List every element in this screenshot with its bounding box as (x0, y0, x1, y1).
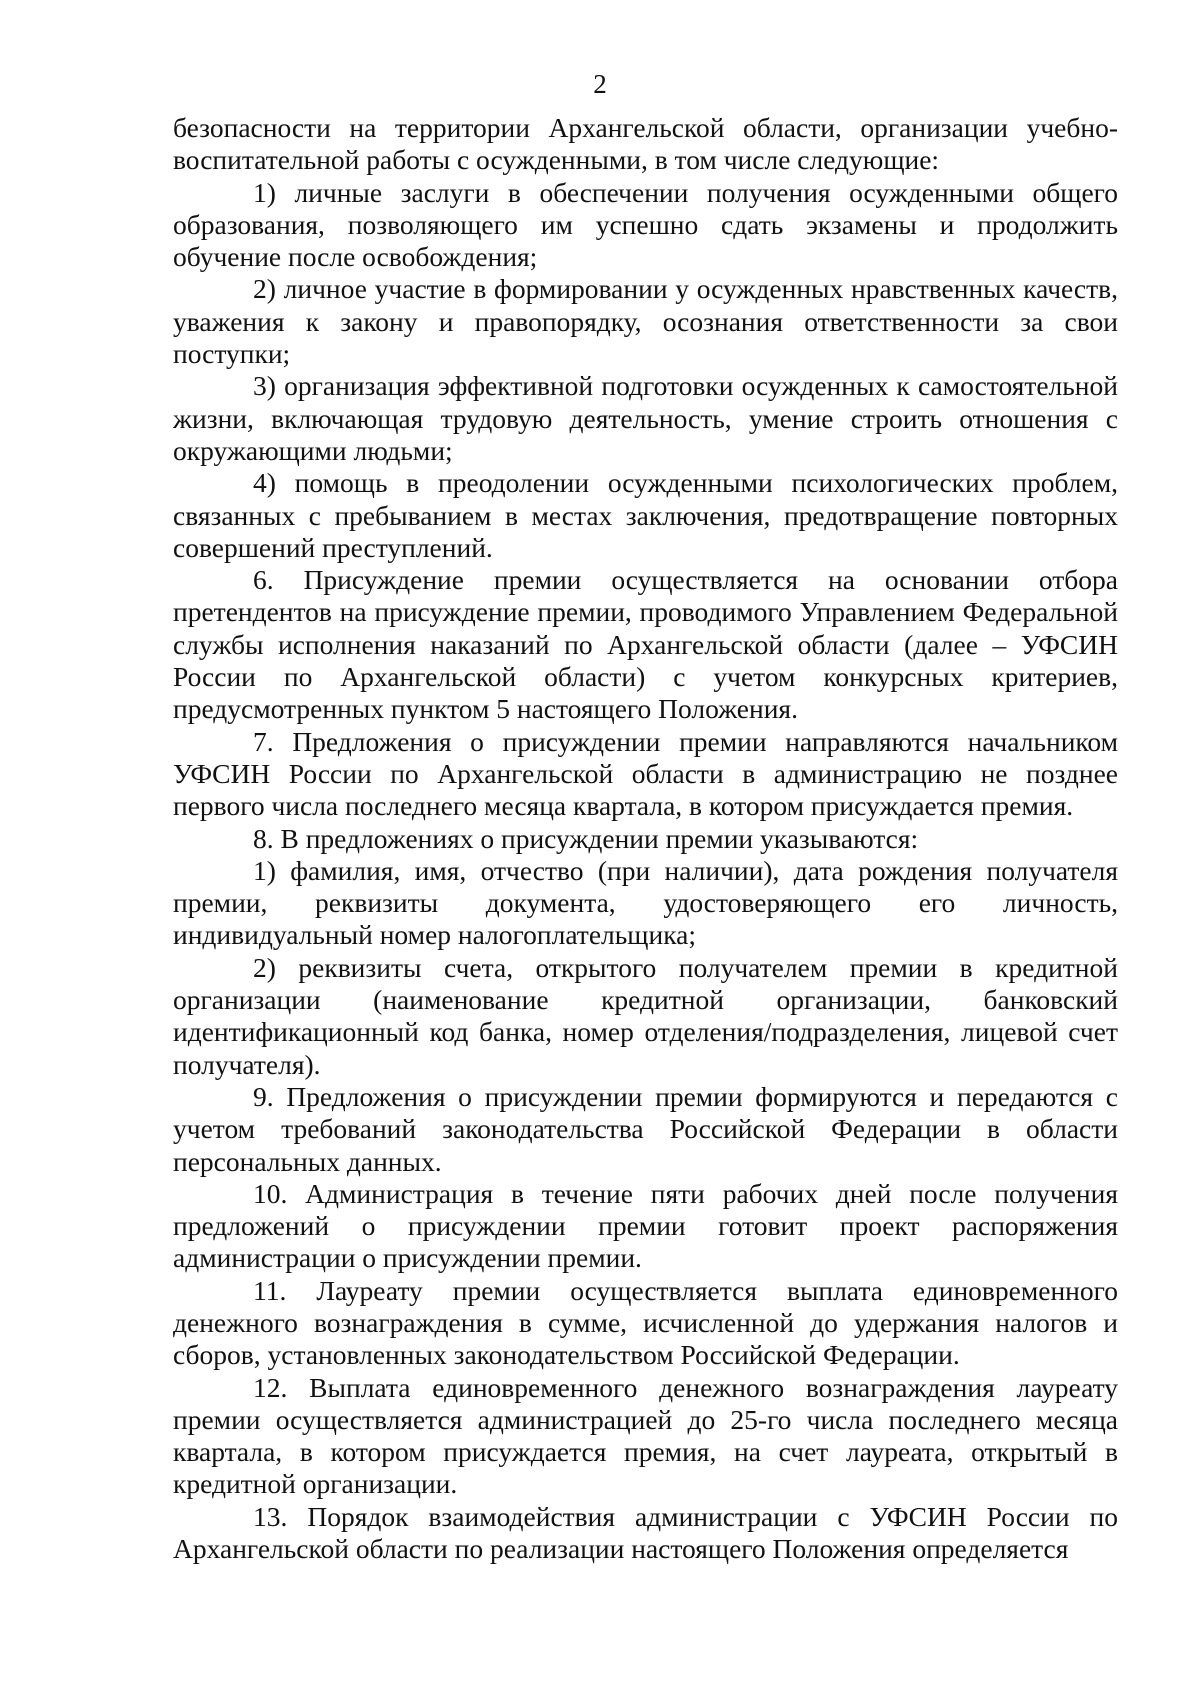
document-body (173, 112, 1118, 1565)
paragraph-clause-8-item-1: 1) фамилия, имя, отчество (при наличии), дата рождения получателя премии, реквизиты документа, удостоверяющего его личность, индивидуальный номер налогоплательщика; (173, 854, 1118, 951)
paragraph-clause-6: 6. Присуждение премии осуществляется на основании отбора претендентов на присуждение премии, проводимого Управлением Федеральной службы исполнения наказаний по Архангельской области (далее – УФСИН России по Архангельской области) с учетом конкурсных критериев, предусмотренных пунктом 5 настоящего Положения. (173, 564, 1118, 725)
paragraph-clause-13: 13. Порядок взаимодействия администрации с УФСИН России по Архангельской области по реализации настоящего Положения определяется (173, 1500, 1118, 1565)
paragraph-clause-8: 8. В предложениях о присуждении премии указываются: (253, 822, 919, 854)
paragraph-clause-7: 7. Предложения о присуждении премии направляются начальником УФСИН России по Архангельской области в администрацию не позднее первого числа последнего месяца квартала, в котором присуждается премия. (173, 725, 1118, 822)
paragraph-continuation: безопасности на территории Архангельской области, организации учебно-воспитательной работы с осужденными, в том числе следующие: (173, 112, 1118, 176)
paragraph-clause-11: 11. Лауреату премии осуществляется выплата единовременного денежного вознаграждения в сумме, исчисленной до удержания налогов и сборов, установленных законодательством Российской Федерации. (173, 1274, 1118, 1371)
paragraph-clause-10: 10. Администрация в течение пяти рабочих дней после получения предложений о присуждении премии готовит проект распоряжения администрации о присуждении премии. (173, 1177, 1118, 1274)
paragraph-item-3-independent-life: 3) организация эффективной подготовки осужденных к самостоятельной жизни, включающая трудовую деятельность, умение строить отношения с окружающими людьми; (173, 370, 1118, 466)
paragraph-clause-8-item-2: 2) реквизиты счета, открытого получателем премии в кредитной организации (наименование кредитной организации, банковский идентификационный код банка, номер отделения/подразделения, лицевой счет получателя). (173, 951, 1118, 1080)
paragraph-item-1-personal-merits: 1) личные заслуги в обеспечении получения осужденными общего образования, позволяющего им успешно сдать экзамены и продолжить обучение после освобождения; (173, 176, 1118, 273)
paragraph-item-4-psychological-help: 4) помощь в преодолении осужденными психологических проблем, связанных с пребыванием в местах заключения, предотвращение повторных совершений преступлений. (173, 467, 1118, 563)
paragraph-clause-9: 9. Предложения о присуждении премии формируются и передаются с учетом требований законодательства Российской Федерации в области персональных данных. (173, 1080, 1118, 1177)
page-number: 2 (593, 69, 607, 99)
paragraph-clause-12: 12. Выплата единовременного денежного вознаграждения лауреату премии осуществляется администрацией до 25-го числа последнего месяца квартала, в котором присуждается премия, на счет лауреата, открытый в кредитной организации. (173, 1371, 1118, 1500)
paragraph-item-2-moral-qualities: 2) личное участие в формировании у осужденных нравственных качеств, уважения к закону и правопорядку, осознания ответственности за свои поступки; (173, 273, 1118, 370)
